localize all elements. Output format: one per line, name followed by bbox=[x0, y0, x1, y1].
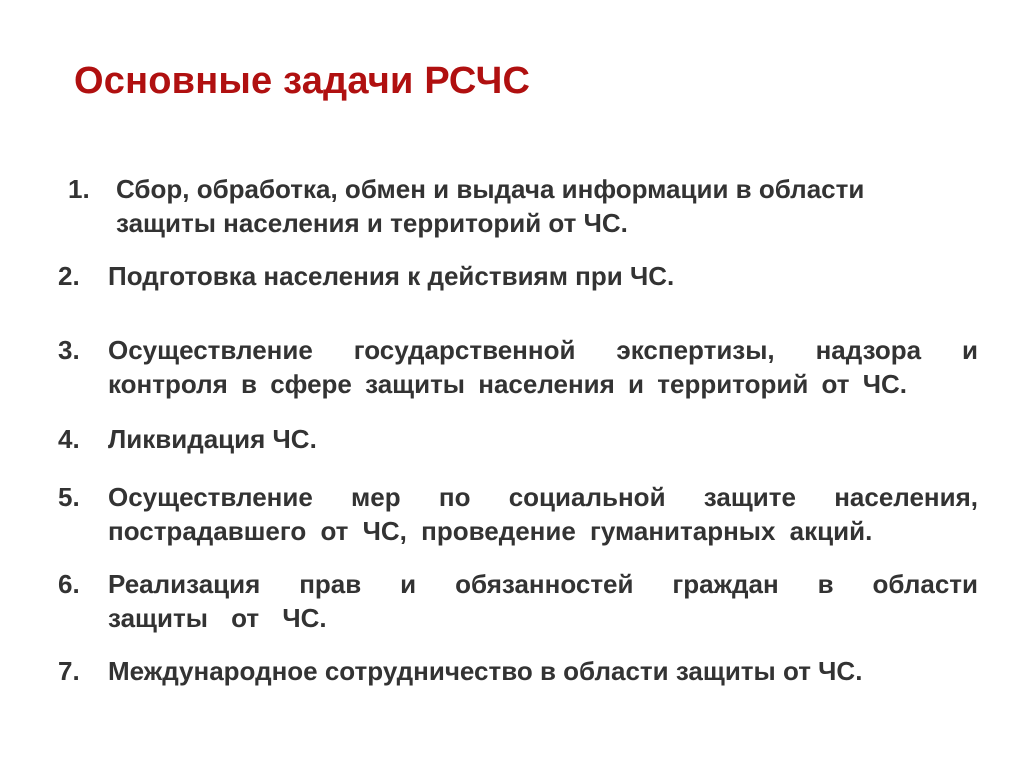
list-item-number: 1. bbox=[68, 174, 90, 204]
list-item-number: 6. bbox=[58, 569, 80, 599]
list-item-text: Реализация прав и обязанностей граждан в области защиты от ЧС. bbox=[108, 569, 978, 633]
list-item-number: 5. bbox=[58, 482, 80, 512]
list-item-number: 2. bbox=[58, 261, 80, 291]
list-item-number: 4. bbox=[58, 424, 80, 454]
list-item bbox=[68, 172, 968, 240]
list-item bbox=[58, 654, 978, 688]
list-item-number: 7. bbox=[58, 656, 80, 686]
list-item bbox=[58, 567, 978, 635]
list-item-text: Сбор, обработка, обмен и выдача информации в области защиты населения и территорий от ЧС. bbox=[116, 174, 865, 238]
list-item bbox=[58, 333, 978, 401]
list-item bbox=[58, 480, 978, 548]
list-item-text: Ликвидация ЧС. bbox=[108, 424, 317, 454]
list-item-text: Осуществление мер по социальной защите населения, пострадавшего от ЧС, проведение гуманитарных акций. bbox=[108, 482, 978, 546]
list-item-text: Осуществление государственной экспертизы, надзора и контроля в сфере защиты населения и территорий от ЧС. bbox=[108, 335, 978, 399]
list-item bbox=[58, 259, 978, 293]
slide-title: Основные задачи РСЧС bbox=[74, 60, 531, 102]
list-item-text: Международное сотрудничество в области защиты от ЧС. bbox=[108, 656, 863, 686]
list-item-number: 3. bbox=[58, 335, 80, 365]
list-item bbox=[58, 422, 978, 456]
list-item-text: Подготовка населения к действиям при ЧС. bbox=[108, 261, 675, 291]
